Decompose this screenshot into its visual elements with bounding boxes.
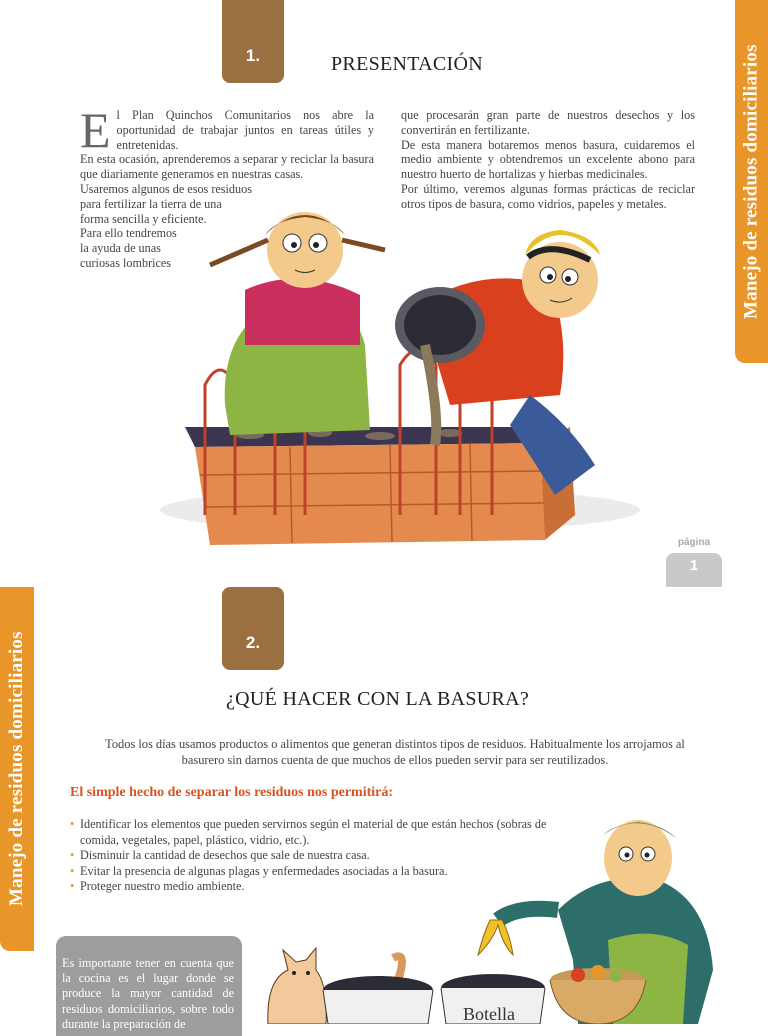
bullet-icon: • [70,879,75,893]
paragraph-line: para fertilizar la tierra de una [80,196,222,211]
intro-paragraph: Todos los días usamos productos o alimentos que generan distintos tipos de residuos. Habitualmente los arrojamos al basurero sin darnos cuenta de que muchos de ellos pueden servir para ser reutilizados. [105,737,685,767]
section-title: PRESENTACIÓN [331,53,484,75]
paragraph: que procesarán gran parte de nuestros desechos y los convertirán en fertilizante. [401,108,695,137]
children-compost-illustration [150,195,650,565]
paragraph-line: forma sencilla y eficiente. [80,211,207,226]
bullet-icon: • [70,817,75,831]
paragraph: Por último, veremos algunas formas prácticas de reciclar otros tipos de basura, como vidrios, papeles y metales. [401,181,695,211]
bin-label: Botella [463,1004,515,1024]
list-item: • Identificar los elementos que pueden servirnos según el material de que están hechos (sobras de comida, vegetales, papel, plástico, vidrio, etc.). [70,817,547,847]
bullet-icon: • [70,848,75,862]
page-label: página [677,537,711,548]
drop-cap: E [80,102,111,158]
bullet-icon: • [70,863,75,878]
list-item: • Proteger nuestro medio ambiente. [70,879,245,893]
note-box: Es importante tener en cuenta que la cocina es el lugar donde se produce la mayor cantidad de residuos domiciliarios, sobre todo durante la preparación de [56,936,242,1036]
section-number-tab [222,0,284,83]
subheading: El simple hecho de separar los residuos nos permitirá: [70,785,394,800]
paragraph-line: Usaremos algunos de esos residuos [80,181,252,196]
list-item: • Evitar la presencia de algunas plagas y enfermedades asociadas a la basura. [70,863,448,878]
paragraph-line: l Plan Quinchos Comunitarios nos abre la oportunidad de trabajar juntos en tareas útiles y entretenidas. [116,108,374,152]
sorting-waste-illustration [258,810,718,1024]
section-number: 2. [245,633,261,652]
section-title: ¿QUÉ HACER CON LA BASURA? [226,688,530,710]
section-number-tab [222,587,284,670]
list-item: • Disminuir la cantidad de desechos que sale de nuestra casa. [70,848,370,862]
paragraph-line: Para ello tendremos [80,226,177,241]
side-chapter-tab: Manejo de residuos domiciliarios [735,0,768,363]
paragraph-line: la ayuda de unas [80,241,161,256]
paragraph: De esta manera botaremos menos basura, cuidaremos el medio ambiente y obtendremos un excelente abono para nuestro huerto de hortalizas y hierbas medicinales. [401,137,695,182]
section-number: 1. [245,46,261,65]
page-number: 1 [666,553,722,587]
paragraph-line: curiosas lombrices [80,255,172,270]
paragraph: En esta ocasión, aprenderemos a separar y reciclar la basura que diariamente generamos en nuestras casas. [80,152,374,182]
side-chapter-tab: Manejo de residuos domiciliarios [0,587,34,951]
